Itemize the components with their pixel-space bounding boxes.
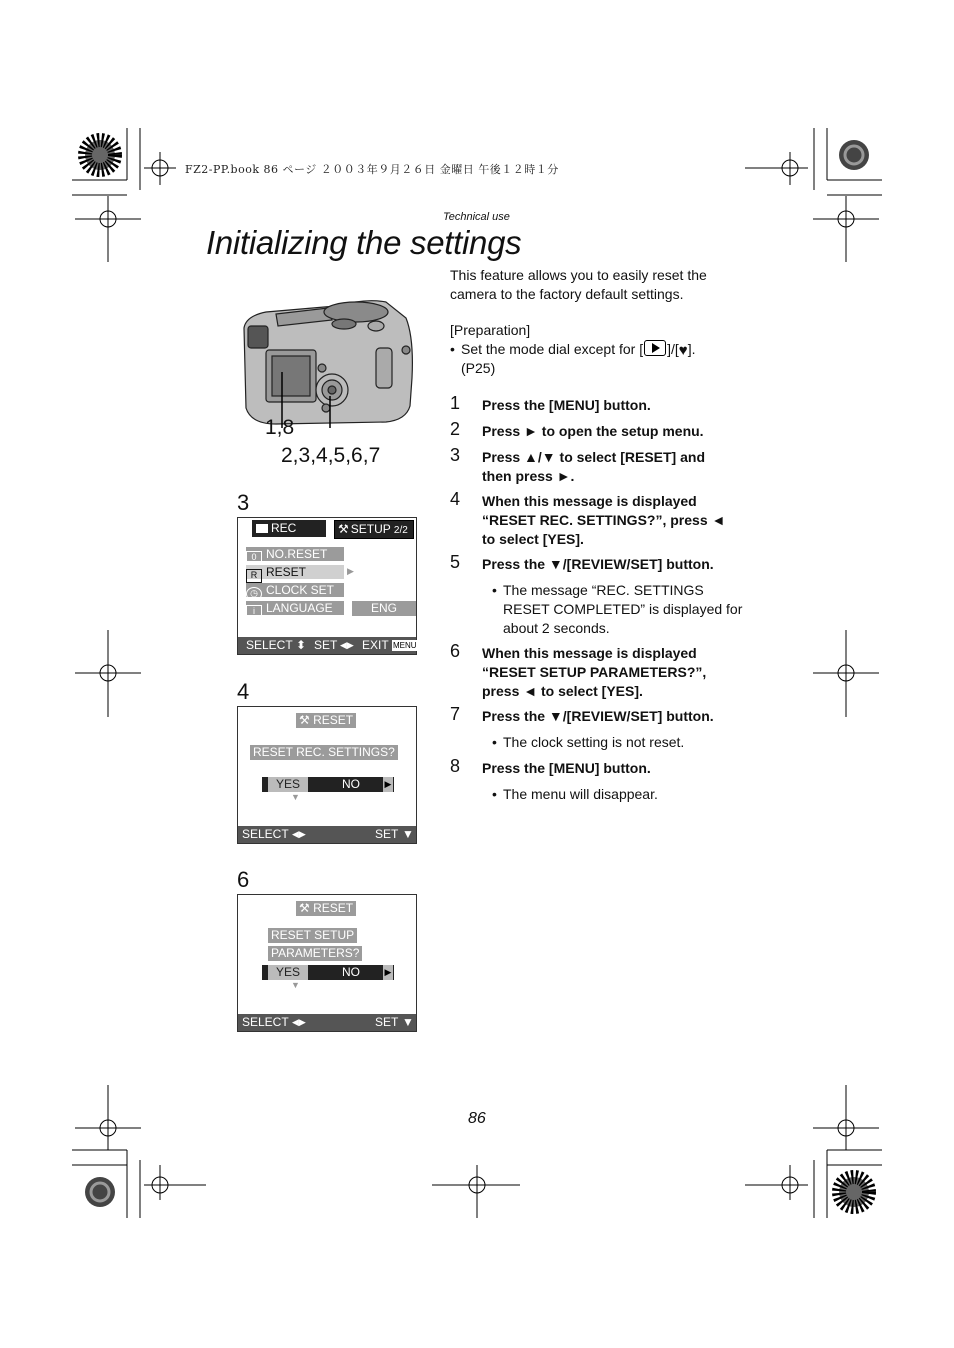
reset-message-line-1: RESET SETUP	[268, 928, 357, 943]
figure-3-number: 3	[237, 490, 250, 515]
page-number: 86	[468, 1110, 486, 1127]
preparation-label: [Preparation]	[450, 322, 531, 338]
lcd-bottom-bar: SELECT ◀▶ SET ▼	[238, 1014, 416, 1031]
no-option: NO	[342, 777, 360, 791]
camera-illustration	[236, 288, 416, 428]
step-7-note: • The clock setting is not reset.	[492, 733, 752, 752]
language-value: ENG	[352, 601, 416, 616]
playback-mode-icon	[644, 340, 666, 356]
lcd-bottom-bar: SELECT ⬍ SET ◀▶ EXIT MENU	[238, 637, 416, 654]
menu-button-icon: MENU	[393, 641, 417, 650]
arrow-right-icon: ▶	[383, 965, 393, 980]
yes-no-selector	[262, 777, 394, 792]
up-down-arrow-icon: ⬍	[296, 638, 307, 652]
reset-message-line-2: PARAMETERS?	[268, 946, 362, 961]
left-right-arrow-icon: ◀▶	[292, 829, 306, 839]
arrow-down-icon: ▼	[291, 980, 300, 990]
print-header: FZ2-PP.book 86 ページ ２００３年９月２６日 金曜日 午後１２時１分	[185, 163, 559, 176]
left-right-arrow-icon: ◀▶	[340, 640, 354, 650]
reset-icon: ⚒	[299, 901, 314, 915]
no-option: NO	[342, 965, 360, 979]
counter-icon: 0	[246, 551, 262, 565]
step-5-note: • The message “REC. SETTINGS RESET COMPLETED” is displayed for about 2 seconds.	[492, 581, 752, 638]
step-8-note: • The menu will disappear.	[492, 785, 752, 804]
reset-message: RESET REC. SETTINGS?	[250, 745, 398, 760]
section-label: Technical use	[443, 211, 510, 223]
menu-item-reset: R RESET	[246, 565, 344, 579]
lcd-reset-rec	[237, 706, 417, 844]
arrow-down-icon: ▼	[291, 792, 300, 802]
yes-no-selector	[262, 965, 394, 980]
page-title: Initializing the settings	[206, 224, 522, 261]
lcd-bottom-bar: SELECT ◀▶ SET ▼	[238, 826, 416, 843]
arrow-down-icon: ▼	[402, 827, 414, 841]
camera-callout-cursor: 2,3,4,5,6,7	[281, 444, 381, 467]
lcd-reset-setup	[237, 894, 417, 1032]
menu-item-no-reset: 0 NO.RESET	[246, 547, 344, 561]
reset-header: ⚒ RESET	[296, 713, 356, 728]
tab-rec: REC	[252, 520, 326, 537]
preparation-bullet: • Set the mode dial except for [ ]/[♥].	[450, 340, 750, 359]
lcd-setup-menu	[237, 517, 417, 655]
arrow-right-icon: ▶	[383, 777, 393, 792]
camera-callout-menu: 1,8	[265, 416, 295, 439]
tab-setup: ⚒ SETUP 2/2	[334, 520, 414, 539]
figure-6-number: 6	[237, 867, 250, 892]
heart-mode-icon: ♥	[678, 342, 688, 359]
yes-option: YES	[268, 965, 308, 980]
arrow-down-icon: ▼	[402, 1015, 414, 1029]
preparation-ref: (P25)	[461, 360, 496, 376]
language-icon: i	[246, 605, 262, 619]
menu-item-clock-set: ◷ CLOCK SET	[246, 583, 344, 597]
figure-4-number: 4	[237, 679, 250, 704]
wrench-icon: ⚒	[338, 522, 349, 536]
arrow-right-icon: ▶	[347, 566, 354, 576]
menu-item-language: i LANGUAGE	[246, 601, 344, 615]
intro-text: This feature allows you to easily reset the camera to the factory default settings.	[450, 267, 707, 302]
reset-icon: R	[246, 569, 262, 583]
reset-header: ⚒ RESET	[296, 901, 356, 916]
clock-icon: ◷	[246, 587, 262, 601]
preparation	[450, 321, 750, 378]
reset-icon: ⚒	[299, 713, 314, 727]
left-right-arrow-icon: ◀▶	[292, 1017, 306, 1027]
camera-icon	[256, 524, 268, 533]
yes-option: YES	[268, 777, 308, 792]
